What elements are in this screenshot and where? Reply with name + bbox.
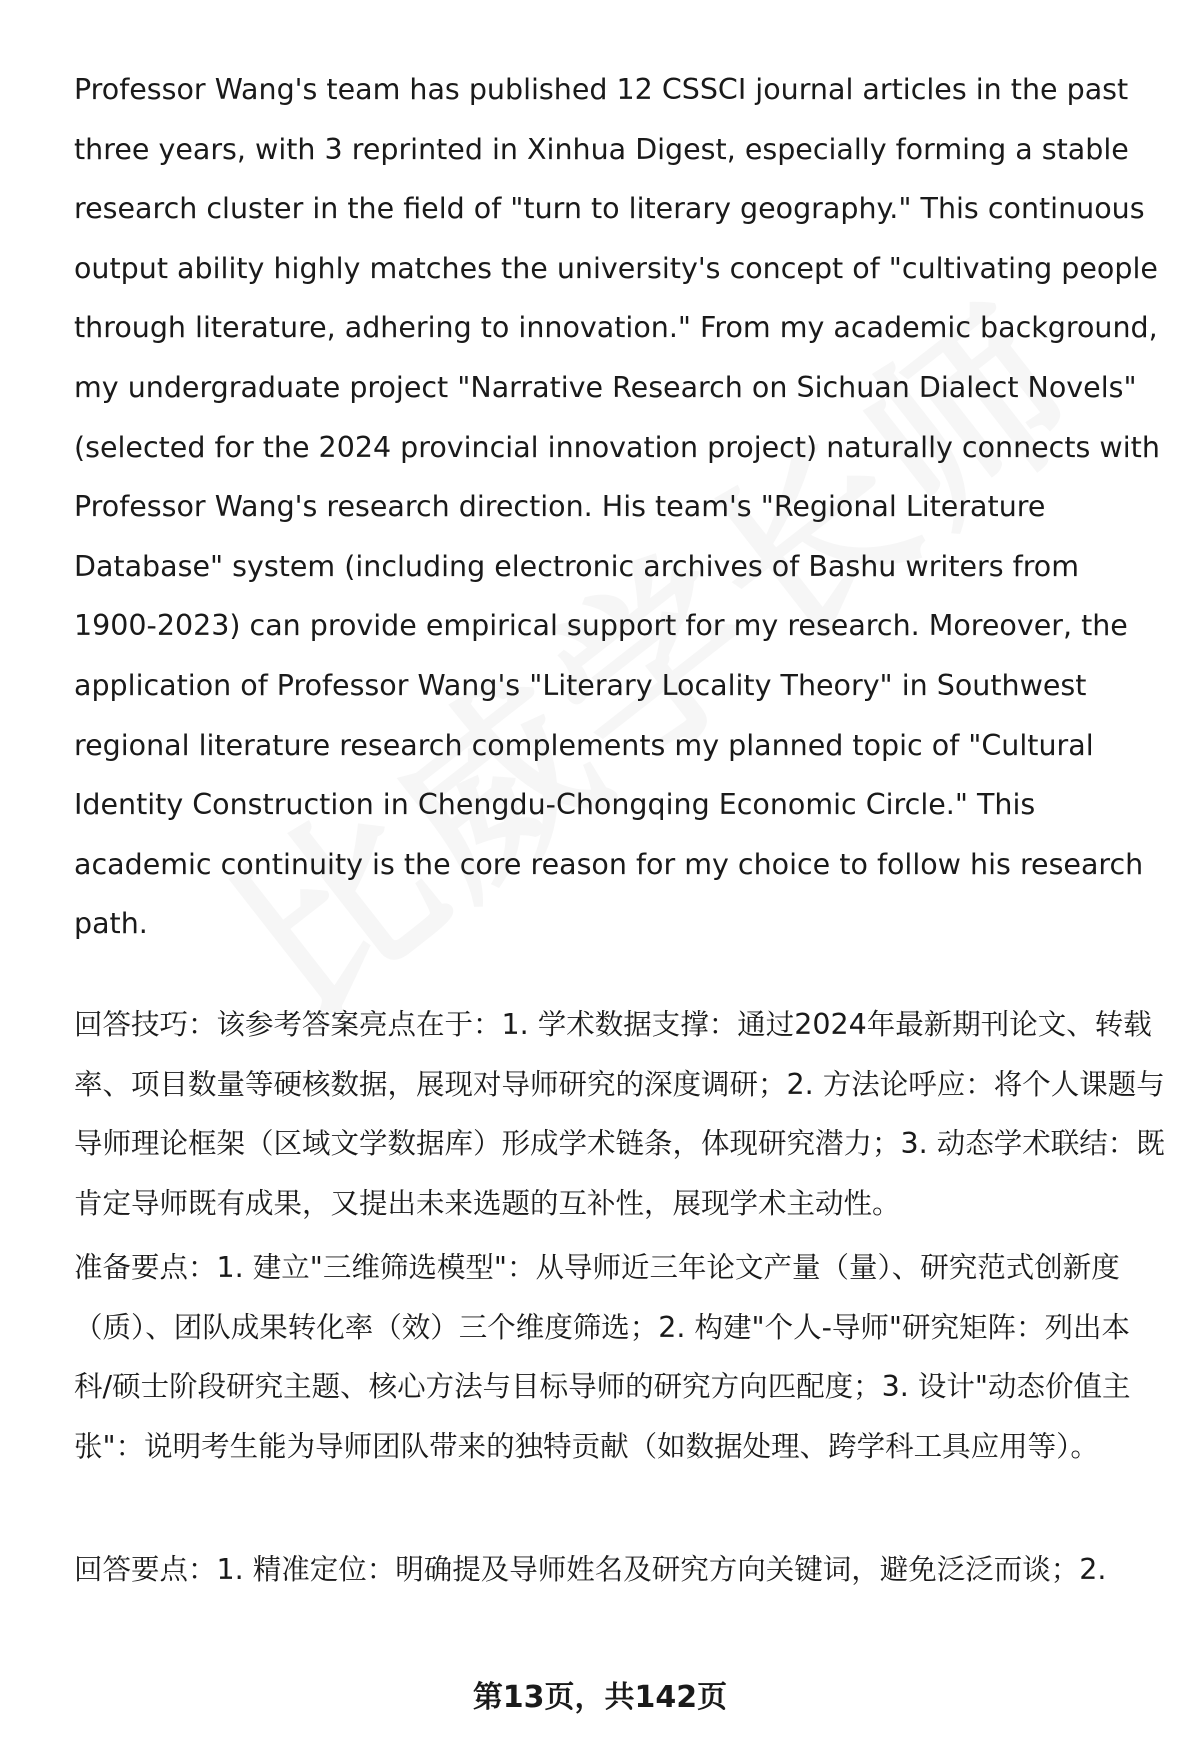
- page-number-footer: 第13页，共142页: [472, 1680, 728, 1715]
- paragraph-answer-tips: 回答技巧：该参考答案亮点在于：1. 学术数据支撑：通过2024年最新期刊论文、转载率、项目数量等硬核数据，展现对导师研究的深度调研；2. 方法论呼应：将个人课题与导师理论框架（区域文学数据库）形成学术链条，体现研究潜力；3. 动态学术联结：既肯定导师既有成果，又提出未来选题的互补性，展现学术主动性。: [74, 1008, 1165, 1220]
- paragraph-answer-points: 回答要点：1. 精准定位：明确提及导师姓名及研究方向关键词，避免泛泛而谈；2.: [74, 1553, 1107, 1586]
- paragraph-english: Professor Wang's team has published 12 CSSCI journal articles in the past three years, with 3 reprinted in Xinhua Digest, especially forming a stable research cluster in the field of "turn to literary geography." This continuous output ability highly matches the university's concept of "cultivating people through literature, adhering to innovation." From my academic background, my undergraduate project "Narrative Research on Sichuan Dialect Novels" (selected for the 2024 provincial innovation project) naturally connects with Professor Wang's research direction. His team's "Regional Literature Database" system (including electronic archives of Bashu writers from 1900-2023) can provide empirical support for my research. Moreover, the application of Professor Wang's "Literary Locality Theory" in Southwest regional literature research complements my planned topic of "Cultural Identity Construction in Chengdu-Chongqing Economic Circle." This academic continuity is the core reason for my choice to follow his research path.: [74, 73, 1160, 941]
- paragraph-preparation-points: 准备要点：1. 建立"三维筛选模型"：从导师近三年论文产量（量）、研究范式创新度（质）、团队成果转化率（效）三个维度筛选；2. 构建"个人-导师"研究矩阵：列出本科/硕士阶段研究主题、核心方法与目标导师的研究方向匹配度；3. 设计"动态价值主张"：说明考生能为导师团队带来的独特贡献（如数据处理、跨学科工具应用等）。: [74, 1251, 1131, 1463]
